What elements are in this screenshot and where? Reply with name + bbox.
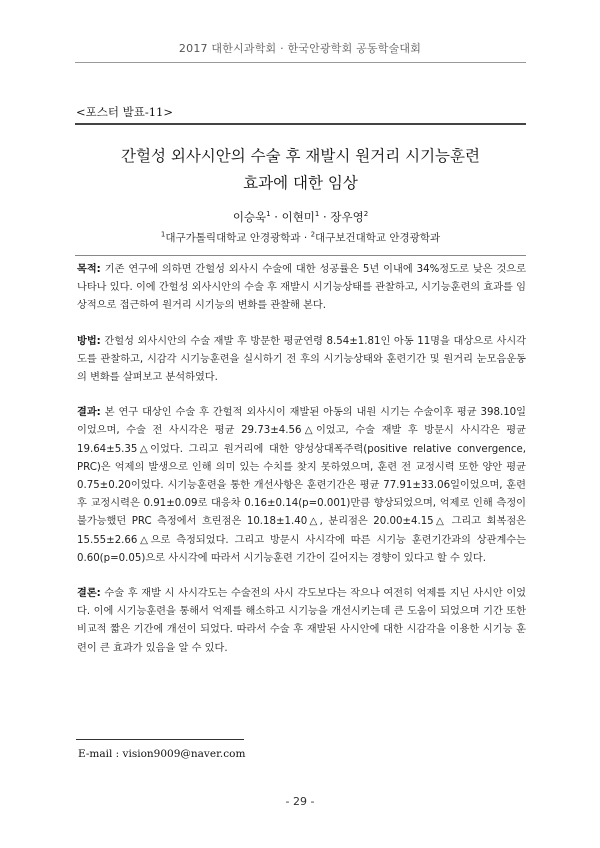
paper-title — [75, 143, 526, 197]
section-method — [77, 333, 526, 388]
poster-label: <포스터 발표-11> — [76, 105, 173, 119]
author-1: 이승욱 — [232, 210, 267, 224]
section-conclusion — [77, 585, 526, 658]
section-text: 기존 연구에 의하면 간헐성 외사시 수술에 대한 성공률은 5년 이내에 34%정도로 낮은 것으로 나타나 있다. 이에 간헐성 외사시안의 수술 후 재발시 시기능상태를 관찰하고, 시기능훈련의 효과를 임상적으로 접근하여 원거리 시기능의 변화를 관찰해 본다. — [77, 264, 526, 312]
author-2: 이현미 — [281, 210, 315, 224]
section-label: 방법: — [77, 335, 101, 347]
footnote-divider — [76, 739, 244, 740]
header-divider — [75, 62, 526, 63]
page-number: - 29 - — [285, 795, 315, 808]
title-line-2: 효과에 대한 임상 — [243, 174, 358, 192]
section-label: 결론: — [77, 588, 101, 600]
affiliation-2-mark: 2 — [310, 230, 316, 239]
author-3: 장우영 — [330, 210, 364, 224]
section-label: 목적: — [77, 264, 101, 275]
section-label: 결과: — [77, 407, 101, 419]
author-2-affil-mark: 1 — [314, 210, 320, 219]
section-results — [77, 404, 526, 568]
contact-email: E-mail : vision9009@naver.com — [78, 748, 246, 760]
abstract-body — [77, 261, 526, 675]
section-purpose — [77, 261, 526, 316]
author-list — [75, 209, 526, 225]
affiliation-1: 대구가톨릭대학교 안경광학과 — [165, 232, 301, 244]
affiliation-list — [75, 230, 526, 245]
section-text: 간헐성 외사시안의 수술 재발 후 방문한 평균연령 8.54±1.81인 아동 11명을 대상으로 사시각도를 관찰하고, 시감각 시기능훈련을 실시하기 전 후의 시기능상태와 훈련기간 및 원거리 눈모음운동의 변화를 살펴보고 분석하였다. — [77, 335, 526, 384]
author-separator: · — [319, 210, 331, 224]
author-3-affil-mark: 2 — [363, 210, 369, 219]
affiliation-separator: · — [300, 232, 311, 244]
section-text: 수술 후 재발 시 사시각도는 수술전의 사시 각도보다는 작으나 여전히 억제를 지닌 사시안 이었다. 이에 시기능훈련을 통해서 억제를 해소하고 시기능을 개선시키는데 큰 도움이 되었으며 기간 또한 비교적 짧은 기간에 개선이 되었다. 따라서 수술 후 재발된 사시안에 대한 시감각을 이용한 시기능 훈련이 큰 효과가 있음을 알 수 있다. — [77, 588, 526, 654]
title-divider — [75, 123, 526, 125]
title-line-1: 간헐성 외사시안의 수술 후 재발시 원거리 시기능훈련 — [121, 147, 480, 165]
affiliation-divider — [75, 255, 526, 256]
affiliation-2: 대구보건대학교 안경광학과 — [315, 232, 441, 244]
author-1-affil-mark: 1 — [266, 210, 271, 219]
affiliation-1-mark: 1 — [160, 230, 166, 239]
section-text: 본 연구 대상인 수술 후 간헐적 외사시이 재발된 아동의 내원 시기는 수술이후 평균 398.10일이었으며, 수술 전 사시각은 평균 29.73±4.56△이었고, 수술 재발 후 방문시 사시각은 평균 19.64±5.35△이었다. 그리고 원거리에 대한 양성상대폭주력(positive relative convergence, PRC)은 억제의 발생으로 인해 의미 있는 수치를 찾지 못하였으며, 훈련 전 교정시력 또한 양안 평균 0.75±0.20이었다. 시기능훈련을 통한 개선사항은 훈련기간은 평균 77.91±33.06일이었으며, 훈련 후 교정시력은 0.91±0.09로 대응차 0.16±0.14(p=0.001)만큼 향상되었으며, 억제로 인해 측정이 불가능했던 PRC 측정에서 흐린점은 10.18±1.40△, 분리점은 20.00±4.15△ 그리고 회복점은 15.55±2.66△으로 측정되었다. 그리고 방문시 사시각에 따른 시기능 훈련기간과의 상관계수는 0.60(p=0.05)으로 사시각에 따라서 시기능훈련 기간이 길어지는 경향이 있다고 할 수 있다. — [77, 407, 526, 564]
conference-header: 2017 대한시과학회 · 한국안광학회 공동학술대회 — [178, 42, 422, 55]
author-separator: · — [270, 210, 282, 224]
